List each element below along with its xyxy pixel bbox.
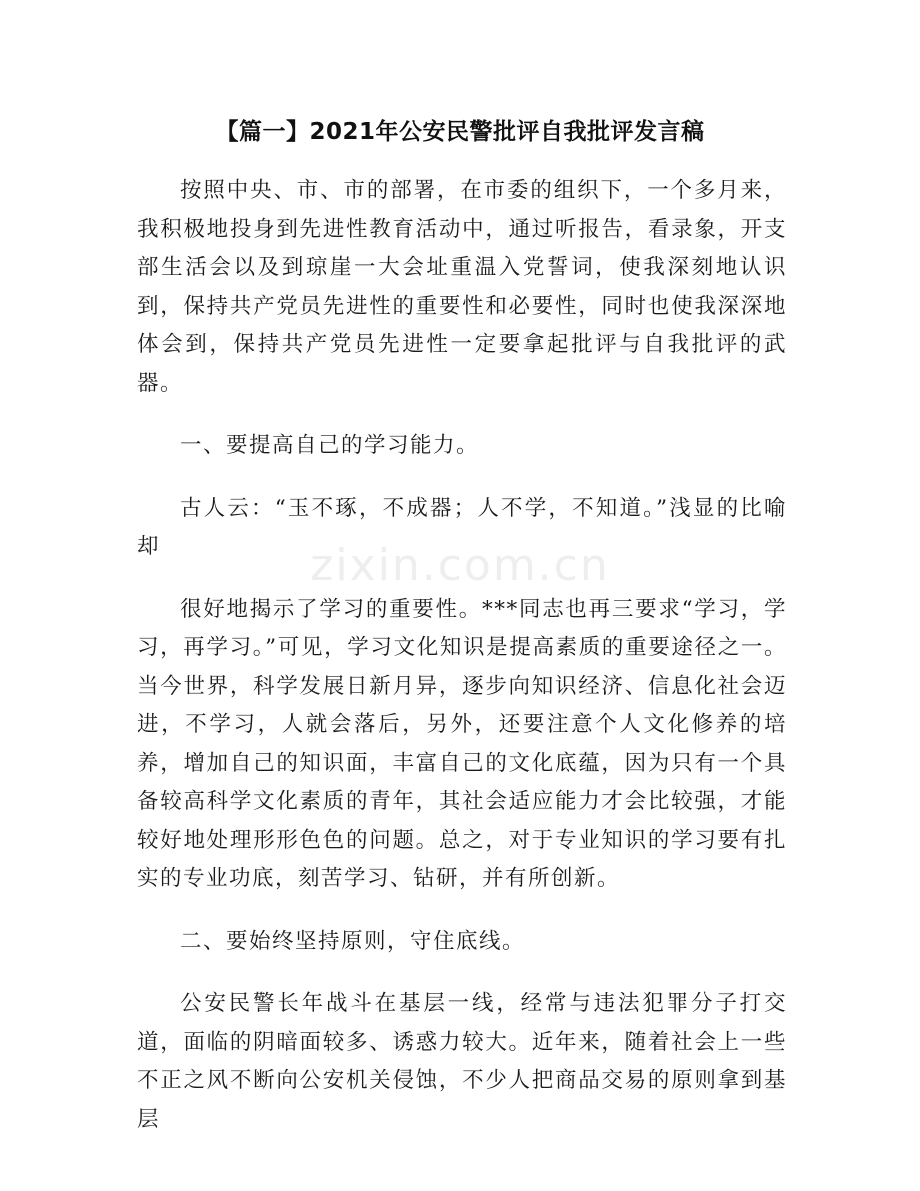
document-title: 【篇一】2021年公安民警批评自我批评发言稿 (215, 119, 705, 145)
watermark: zixin.com.cn (310, 540, 610, 591)
paragraph-principles: 公安民警长年战斗在基层一线，经常与违法犯罪分子打交道，面临的阴暗面较多、诱惑力较大。近年来，随着社会上一些不正之风不断向公安机关侵蚀，不少人把商品交易的原则拿到基层 (137, 991, 787, 1132)
section-heading-1: 一、要提高自己的学习能力。 (180, 433, 480, 458)
paragraph-intro: 按照中央、市、市的部署，在市委的组织下，一个多月来，我积极地投身到先进性教育活动中，通过听报告，看录象，开支部生活会以及到琼崖一大会址重温入党誓词，使我深刻地认识到，保持共产党员先进性的重要性和必要性，同时也使我深深地体会到，保持共产党员先进性一定要拿起批评与自我批评的武器。 (137, 178, 787, 396)
section-heading-2: 二、要始终坚持原则，守住底线。 (180, 928, 526, 954)
paragraph-learning: 很好地揭示了学习的重要性。***同志也再三要求“学习，学习，再学习。”可见，学习文化知识是提高素质的重要途径之一。当今世界，科学发展日新月异，逐步向知识经济、信息化社会迈进，不学习，人就会落后，另外，还要注意个人文化修养的培养，增加自己的知识面，丰富自己的文化底蕴，因为只有一个具备较高科学文化素质的青年，其社会适应能力才会比较强，才能较好地处理形形色色的问题。总之，对于专业知识的学习要有扎实的专业功底，刻苦学习、钻研，并有所创新。 (137, 596, 787, 891)
paragraph-quote: 古人云：“玉不琢，不成器；人不学，不知道。”浅显的比喻却 (137, 495, 787, 559)
document-body (137, 172, 787, 1163)
